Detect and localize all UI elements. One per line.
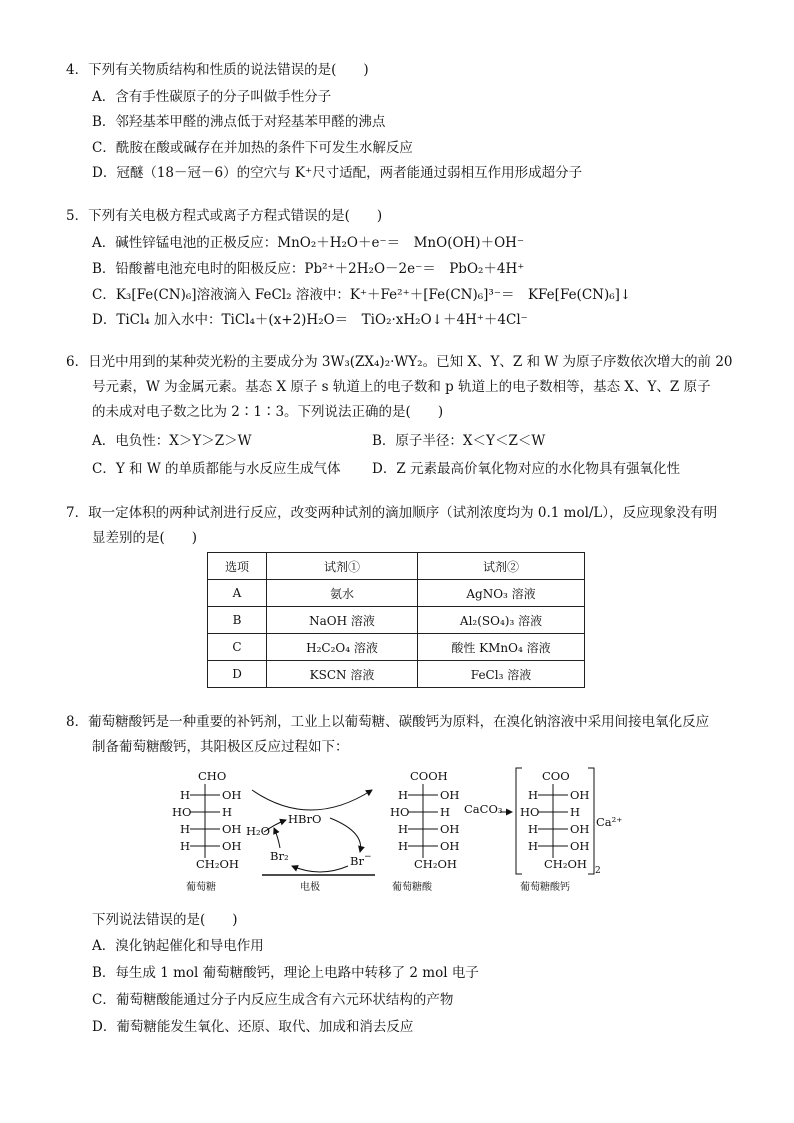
table-cell: AgNO₃ 溶液 <box>418 580 585 607</box>
acid-cooh: COOH <box>410 769 448 783</box>
table-cell: C <box>208 634 267 661</box>
acid-ch2oh: CH₂OH <box>414 857 457 871</box>
table-cell: Al₂(SO₄)₃ 溶液 <box>418 607 585 634</box>
salt-h-4: H <box>528 839 539 853</box>
salt-oh-4: OH <box>570 839 590 853</box>
acid-h-4: H <box>398 839 409 853</box>
question-8-option-a[interactable]: A．溴化钠起催化和导电作用 <box>92 938 264 954</box>
question-6-option-c[interactable]: C．Y 和 W 的单质都能与水反应生成气体 <box>92 461 341 477</box>
caco3-label: CaCO₃ <box>464 802 503 816</box>
table-cell: KSCN 溶液 <box>267 661 418 688</box>
hbro-label: HBrO <box>288 812 322 826</box>
acid-oh-3: OH <box>440 822 460 836</box>
glucose-h-2: H <box>222 805 233 819</box>
question-8-prompt: 下列说法错误的是( ) <box>92 912 238 928</box>
reaction-scheme <box>160 762 640 897</box>
glucose-ch2oh: CH₂OH <box>196 857 239 871</box>
glucose-oh-1: OH <box>222 788 242 802</box>
acid-ho-2: HO <box>390 805 410 819</box>
h2o-label: H₂O <box>246 824 271 838</box>
glucose-h-4: H <box>180 839 191 853</box>
table-cell: D <box>208 661 267 688</box>
question-5-option-a[interactable]: A．碱性锌锰电池的正极反应：MnO₂＋H₂O＋e⁻＝ MnO(OH)＋OH⁻ <box>92 235 525 251</box>
question-4-option-a[interactable]: A．含有手性碳原子的分子叫做手性分子 <box>92 89 332 105</box>
acid-oh-4: OH <box>440 839 460 853</box>
glucose-oh-3: OH <box>222 822 242 836</box>
glucose-structure <box>172 769 241 871</box>
question-5-option-b[interactable]: B．铅酸蓄电池充电时的阳极反应：Pb²⁺＋2H₂O－2e⁻＝ PbO₂＋4H⁺ <box>92 261 525 277</box>
glucose-oh-4: OH <box>222 839 242 853</box>
gluconic-acid-structure <box>390 769 459 871</box>
subscript-2: 2 <box>595 866 601 876</box>
question-6-stem-line-3: 的未成对电子数之比为 2∶1∶3。下列说法正确的是( ) <box>92 404 444 420</box>
caption-gluconic-acid: 葡萄糖酸 <box>392 882 432 893</box>
question-6-stem-line-2: 号元素，W 为金属元素。基态 X 原子 s 轨道上的电子数和 p 轨道上的电子数相等，基态 X、Y、Z 原子 <box>92 379 711 395</box>
salt-h-3: H <box>528 822 539 836</box>
calcium-gluconate-structure <box>516 768 622 876</box>
acid-h-2: H <box>440 805 451 819</box>
question-8-option-b[interactable]: B．每生成 1 mol 葡萄糖酸钙，理论上电路中转移了 2 mol 电子 <box>92 965 479 981</box>
br-minus-label: Br− <box>350 852 372 868</box>
glucose-cho: CHO <box>198 769 227 783</box>
question-5-option-d[interactable]: D．TiCl₄ 加入水中：TiCl₄＋(x+2)H₂O＝ TiO₂·xH₂O↓＋4H⁺＋4Cl⁻ <box>92 312 528 328</box>
salt-h-1: H <box>528 788 539 802</box>
salt-oh-3: OH <box>570 822 590 836</box>
caption-glucose: 葡萄糖 <box>186 882 216 893</box>
table-header-cell: 选项 <box>208 553 267 580</box>
question-4-option-d[interactable]: D．冠醚（18－冠－6）的空穴与 K⁺尺寸适配，两者能通过弱相互作用形成超分子 <box>92 165 583 181</box>
table-row <box>208 580 585 607</box>
question-7-stem-line-2: 显差别的是( ) <box>92 530 198 546</box>
table-header-row <box>208 553 585 580</box>
acid-oh-1: OH <box>440 788 460 802</box>
caption-electrode: 电极 <box>300 882 320 893</box>
calcium-ion-label: Ca²⁺ <box>596 815 623 829</box>
electrode-cycle <box>246 790 375 875</box>
question-8-option-d[interactable]: D．葡萄糖能发生氧化、还原、取代、加成和消去反应 <box>92 1019 414 1035</box>
question-5-option-c[interactable]: C．K₃[Fe(CN)₆]溶液滴入 FeCl₂ 溶液中：K⁺＋Fe²⁺＋[Fe(CN)₆]³⁻＝ KFe[Fe(CN)₆]↓ <box>92 287 632 303</box>
acid-h-1: H <box>398 788 409 802</box>
table-header-cell: 试剂① <box>267 553 418 580</box>
table-cell: H₂C₂O₄ 溶液 <box>267 634 418 661</box>
salt-h-2: H <box>570 805 581 819</box>
table-cell: NaOH 溶液 <box>267 607 418 634</box>
salt-oh-1: OH <box>570 788 590 802</box>
question-8-stem-line-2: 制备葡萄糖酸钙，其阳极区反应过程如下： <box>92 739 349 755</box>
question-4-stem: 4．下列有关物质结构和性质的说法错误的是( ) <box>66 62 369 78</box>
salt-ch2oh: CH₂OH <box>544 857 587 871</box>
br2-label: Br₂ <box>270 849 289 863</box>
glucose-h-1: H <box>180 788 191 802</box>
question-7-stem-line-1: 7．取一定体积的两种试剂进行反应，改变两种试剂的滴加顺序（试剂浓度均为 0.1 mol/L），反应现象没有明 <box>66 505 718 521</box>
table-row <box>208 661 585 688</box>
acid-h-3: H <box>398 822 409 836</box>
table-cell: 酸性 KMnO₄ 溶液 <box>418 634 585 661</box>
table-cell: B <box>208 607 267 634</box>
table-row <box>208 607 585 634</box>
question-4-option-b[interactable]: B．邻羟基苯甲醛的沸点低于对羟基苯甲醛的沸点 <box>92 114 386 130</box>
salt-coo: COO <box>542 769 570 783</box>
salt-ho-2: HO <box>520 805 540 819</box>
question-5-stem: 5．下列有关电极方程式或离子方程式错误的是( ) <box>66 208 383 224</box>
reagent-table <box>207 552 585 688</box>
question-6-option-d[interactable]: D．Z 元素最高价氧化物对应的水化物具有强氧化性 <box>372 461 680 477</box>
question-8-stem-line-1: 8．葡萄糖酸钙是一种重要的补钙剂，工业上以葡萄糖、碳酸钙为原料，在溴化钠溶液中采用间接电氧化反应 <box>66 714 710 730</box>
glucose-h-3: H <box>180 822 191 836</box>
glucose-ho-2: HO <box>172 805 192 819</box>
scheme-captions <box>186 880 570 893</box>
question-6-option-a[interactable]: A．电负性：X＞Y＞Z＞W <box>92 433 252 449</box>
question-6-option-b[interactable]: B．原子半径：X＜Y＜Z＜W <box>372 433 546 449</box>
table-cell: 氨水 <box>267 580 418 607</box>
table-row <box>208 634 585 661</box>
question-8-option-c[interactable]: C．葡萄糖酸能通过分子内反应生成含有六元环状结构的产物 <box>92 992 454 1008</box>
question-4-option-c[interactable]: C．酰胺在酸或碱存在并加热的条件下可发生水解反应 <box>92 140 413 156</box>
question-6-stem-line-1: 6．日光中用到的某种荧光粉的主要成分为 3W₃(ZX₄)₂·WY₂。已知 X、Y、Z 和 W 为原子序数依次增大的前 20 <box>66 354 733 370</box>
table-cell: FeCl₃ 溶液 <box>418 661 585 688</box>
table-cell: A <box>208 580 267 607</box>
table-header-cell: 试剂② <box>418 553 585 580</box>
caption-calcium-gluconate: 葡萄糖酸钙 <box>520 882 570 893</box>
